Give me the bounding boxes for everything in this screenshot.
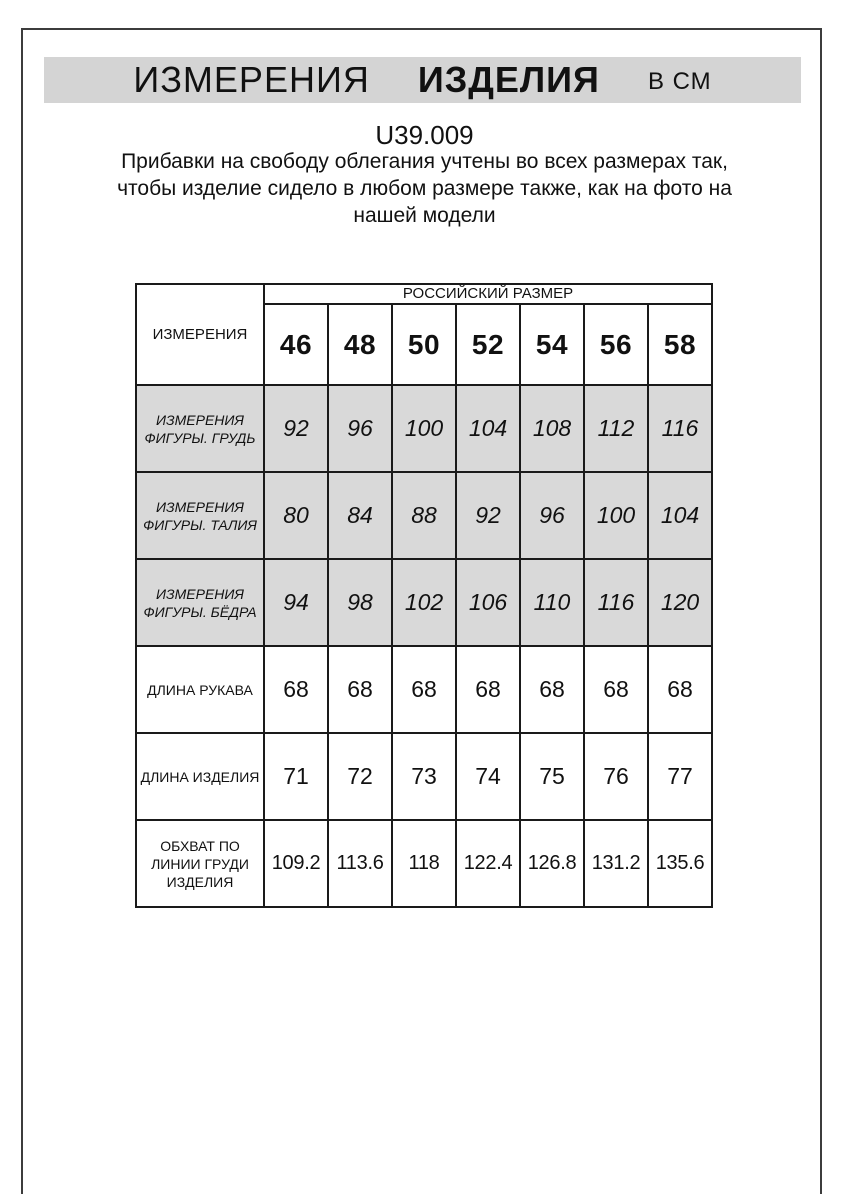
cell-value: 135.6 xyxy=(648,820,712,907)
cell-value: 116 xyxy=(648,385,712,472)
cell-value: 102 xyxy=(392,559,456,646)
cell-value: 100 xyxy=(584,472,648,559)
cell-value: 92 xyxy=(456,472,520,559)
size-header-52: 52 xyxy=(456,304,520,385)
header-title-garment: ИЗДЕЛИЯ xyxy=(417,59,600,100)
cell-value: 98 xyxy=(328,559,392,646)
cell-value: 113.6 xyxy=(328,820,392,907)
description-line-1: Прибавки на свободу облегания учтены во всех размерах так, xyxy=(121,150,728,173)
size-header-48: 48 xyxy=(328,304,392,385)
header-title-measurements: ИЗМЕРЕНИЯ xyxy=(133,59,370,100)
cell-value: 75 xyxy=(520,733,584,820)
cell-value: 84 xyxy=(328,472,392,559)
cell-value: 110 xyxy=(520,559,584,646)
size-header-46: 46 xyxy=(264,304,328,385)
cell-value: 68 xyxy=(264,646,328,733)
cell-value: 68 xyxy=(520,646,584,733)
cell-value: 112 xyxy=(584,385,648,472)
cell-value: 77 xyxy=(648,733,712,820)
cell-value: 118 xyxy=(392,820,456,907)
description-line-2: чтобы изделие сидело в любом размере также, как на фото на xyxy=(117,177,732,200)
article-code: U39.009 xyxy=(375,120,474,150)
row-label: ДЛИНА ИЗДЕЛИЯ xyxy=(136,733,264,820)
cell-value: 120 xyxy=(648,559,712,646)
row-label: ИЗМЕРЕНИЯ ФИГУРЫ. ГРУДЬ xyxy=(136,385,264,472)
table-row-item-length xyxy=(136,733,712,820)
row-label: ОБХВАТ ПО ЛИНИИ ГРУДИ ИЗДЕЛИЯ xyxy=(136,820,264,907)
cell-value: 108 xyxy=(520,385,584,472)
header-bar xyxy=(44,57,801,103)
cell-value: 80 xyxy=(264,472,328,559)
table-row-figure-waist xyxy=(136,472,712,559)
size-header-54: 54 xyxy=(520,304,584,385)
cell-value: 122.4 xyxy=(456,820,520,907)
cell-value: 96 xyxy=(328,385,392,472)
size-header-50: 50 xyxy=(392,304,456,385)
row-label: ИЗМЕРЕНИЯ ФИГУРЫ. ТАЛИЯ xyxy=(136,472,264,559)
cell-value: 68 xyxy=(456,646,520,733)
cell-value: 94 xyxy=(264,559,328,646)
table-row-figure-hips xyxy=(136,559,712,646)
size-header-56: 56 xyxy=(584,304,648,385)
cell-value: 106 xyxy=(456,559,520,646)
table-row-sleeve-length xyxy=(136,646,712,733)
cell-value: 104 xyxy=(648,472,712,559)
cell-value: 72 xyxy=(328,733,392,820)
cell-value: 126.8 xyxy=(520,820,584,907)
cell-value: 116 xyxy=(584,559,648,646)
header-unit-label: В СМ xyxy=(647,68,712,95)
cell-value: 92 xyxy=(264,385,328,472)
cell-value: 96 xyxy=(520,472,584,559)
cell-value: 74 xyxy=(456,733,520,820)
table-row-chest-girth-item xyxy=(136,820,712,907)
cell-value: 109.2 xyxy=(264,820,328,907)
row-label: ДЛИНА РУКАВА xyxy=(136,646,264,733)
cell-value: 131.2 xyxy=(584,820,648,907)
cell-value: 68 xyxy=(648,646,712,733)
table-row-figure-chest xyxy=(136,385,712,472)
group-header-russian-size: РОССИЙСКИЙ РАЗМЕР xyxy=(264,284,712,304)
cell-value: 68 xyxy=(328,646,392,733)
row-label: ИЗМЕРЕНИЯ ФИГУРЫ. БЁДРА xyxy=(136,559,264,646)
size-table xyxy=(135,283,713,908)
size-header-58: 58 xyxy=(648,304,712,385)
cell-value: 68 xyxy=(584,646,648,733)
cell-value: 104 xyxy=(456,385,520,472)
description-line-3: нашей модели xyxy=(353,204,496,227)
cell-value: 76 xyxy=(584,733,648,820)
cell-value: 88 xyxy=(392,472,456,559)
cell-value: 68 xyxy=(392,646,456,733)
corner-label: ИЗМЕРЕНИЯ xyxy=(136,284,264,385)
cell-value: 73 xyxy=(392,733,456,820)
cell-value: 100 xyxy=(392,385,456,472)
table-group-header-row xyxy=(136,284,712,304)
cell-value: 71 xyxy=(264,733,328,820)
description xyxy=(0,148,849,229)
